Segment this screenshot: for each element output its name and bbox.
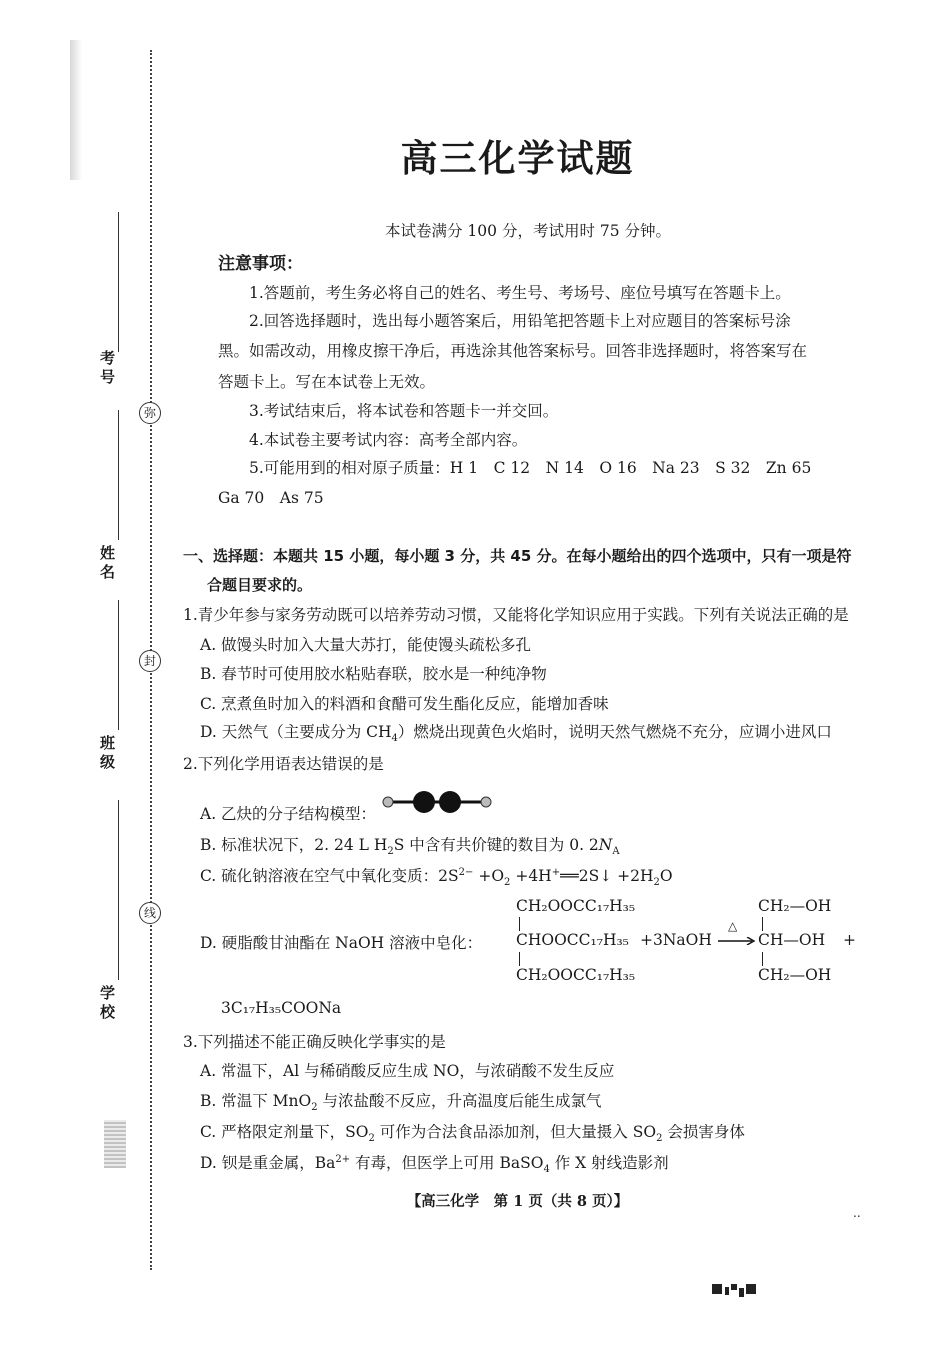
q2-option-c: C. 硫化钠溶液在空气中氧化变质：$2S^{2-} +O_2$ +4H+══2S↓ $+2H_2O$ xyxy=(200,866,673,889)
acetylene-ball-stick-model xyxy=(382,790,492,814)
ester-top: CH₂OOCC₁₇H₃₅ xyxy=(516,897,636,915)
q1-stem: 1.青少年参与家务劳动既可以培养劳动习惯，又能将化学知识应用于实践。下列有关说法正确的是 xyxy=(183,606,849,624)
field-line-class xyxy=(118,600,119,730)
margin-barcode-stamp xyxy=(104,1120,126,1168)
notice-item: 5.可能用到的相对原子质量：H 1 C 12 N 14 O 16 Na 23 S 32 Zn 65 xyxy=(249,459,812,477)
glycerol-top: CH₂—OH xyxy=(758,897,832,915)
notice-item: 4.本试卷主要考试内容：高考全部内容。 xyxy=(249,431,528,449)
section1-heading: 一、选择题：本题共 15 小题，每小题 3 分，共 45 分。在每小题给出的四个选项中，只有一项是符 xyxy=(183,547,852,565)
field-label-class: 班级 xyxy=(98,735,116,773)
notice-item: Ga 70 As 75 xyxy=(218,489,324,507)
glycerol-bond-lower xyxy=(762,952,763,966)
q1-option-c: C. 烹煮鱼时加入的料酒和食醋可发生酯化反应，能增加香味 xyxy=(200,695,609,713)
field-label-exam-number: 考号 xyxy=(98,350,116,388)
ester-bond-upper xyxy=(519,917,520,931)
notice-heading: 注意事项： xyxy=(218,254,303,274)
reagent-naoh: +3NaOH xyxy=(640,931,712,949)
notice-item: 1.答题前，考生务必将自己的姓名、考生号、考场号、座位号填写在答题卡上。 xyxy=(249,284,791,302)
qr-code-icon xyxy=(712,1284,756,1298)
field-label-school: 学校 xyxy=(98,985,116,1023)
q2-stem: 2.下列化学用语表达错误的是 xyxy=(183,755,384,773)
field-label-name: 姓名 xyxy=(98,545,116,583)
ester-bottom: CH₂OOCC₁₇H₃₅ xyxy=(516,966,636,984)
plus-sign: + xyxy=(843,931,856,949)
q3-option-c: C. 严格限定剂量下，$SO_2$ 可作为合法食品添加剂，但大量摄入 $SO_2$ 会损害身体 xyxy=(200,1123,745,1145)
page-title: 高三化学试题 xyxy=(400,137,635,180)
q2-option-a: A. 乙炔的分子结构模型： xyxy=(200,805,377,823)
seal-char-mi: 弥 xyxy=(139,402,161,424)
scan-mark: .. xyxy=(853,1206,861,1220)
ester-bond-lower xyxy=(519,952,520,966)
notice-item: 答题卡上。写在本试卷上无效。 xyxy=(218,373,436,391)
glycerol-bottom: CH₂—OH xyxy=(758,966,832,984)
heat-symbol: △ xyxy=(728,919,738,933)
seal-char-feng: 封 xyxy=(139,650,161,672)
seal-char-xian: 线 xyxy=(139,902,161,924)
q2-option-d-label: D. 硬脂酸甘油酯在 NaOH 溶液中皂化： xyxy=(200,934,483,952)
q3-option-b: B. 常温下 MnO$_2$ 与浓盐酸不反应，升高温度后能生成氯气 xyxy=(200,1092,602,1114)
notice-item: 3.考试结束后，将本试卷和答题卡一并交回。 xyxy=(249,402,559,420)
q1-option-d: D. 天然气（主要成分为 $CH_4$）燃烧出现黄色火焰时，说明天然气燃烧不充分，应调小进风口 xyxy=(200,723,832,745)
field-line-exam-number xyxy=(118,212,119,352)
ester-middle: CHOOCC₁₇H₃₅ xyxy=(516,931,629,949)
q1-option-a: A. 做馒头时加入大量大苏打，能使馒头疏松多孔 xyxy=(200,636,532,654)
notice-item: 2.回答选择题时，选出每小题答案后，用铅笔把答题卡上对应题目的答案标号涂 xyxy=(249,312,791,330)
field-line-school xyxy=(118,800,119,980)
section1-heading-cont: 合题目要求的。 xyxy=(207,576,313,594)
page-footer: 【高三化学 第 1 页（共 8 页）】 xyxy=(406,1193,629,1210)
glycerol-bond-upper xyxy=(762,917,763,931)
field-line-name xyxy=(118,410,119,540)
exam-info: 本试卷满分 100 分，考试用时 75 分钟。 xyxy=(385,222,672,240)
notice-item: 黑。如需改动，用橡皮擦干净后，再选涂其他答案标号。回答非选择题时，将答案写在 xyxy=(218,342,808,360)
q3-stem: 3.下列描述不能正确反映化学事实的是 xyxy=(183,1033,446,1051)
reaction-arrow xyxy=(718,937,756,945)
sodium-stearate: 3C₁₇H₃₅COONa xyxy=(221,999,342,1017)
q2-option-b: B. 标准状况下，2. 24 L $H_2S$ 中含有共价键的数目为 0. $2N_A$ xyxy=(200,836,620,858)
q3-option-d: D. 钡是重金属，$Ba^{2+}$ 有毒，但医学上可用 BaSO$_4$ 作 X 射线造影剂 xyxy=(200,1153,669,1176)
glycerol-middle: CH—OH xyxy=(758,931,826,949)
q1-option-b: B. 春节时可使用胶水粘贴春联，胶水是一种纯净物 xyxy=(200,665,547,683)
q3-option-a: A. 常温下，Al 与稀硝酸反应生成 NO，与浓硝酸不发生反应 xyxy=(200,1062,615,1080)
